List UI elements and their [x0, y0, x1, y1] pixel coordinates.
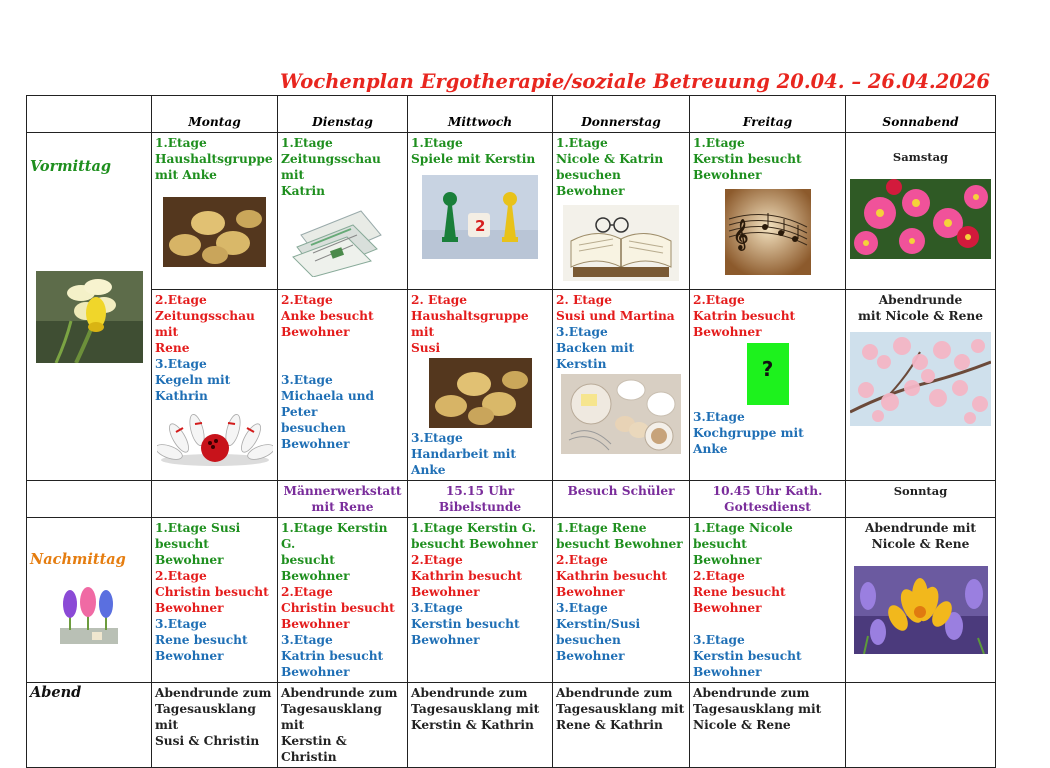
- vm2-tuesday-blue-4: Bewohner: [281, 437, 350, 451]
- nm-friday-green-1: 1.Etage Nicole besucht: [693, 521, 793, 551]
- vm2-thursday-blue-1: 3.Etage: [556, 325, 608, 339]
- abend-tuesday-line-1: Abendrunde zum: [281, 686, 398, 700]
- events-sunday-label: Sonntag: [893, 484, 948, 498]
- vm2-thursday-blue-2: Backen mit Kerstin: [556, 341, 635, 371]
- abend-monday-line-2: Tagesausklang mit: [155, 702, 256, 732]
- newspapers-image: [291, 205, 383, 277]
- abend-tuesday-cell: [278, 683, 408, 768]
- abend-label: Abend: [30, 684, 82, 701]
- daffodil-image: [36, 271, 143, 363]
- day-header-saturday: Sonnabend: [846, 96, 996, 133]
- abend-saturday-cell: [846, 683, 996, 768]
- vm1-monday-line-2: Haushaltsgruppe: [155, 152, 273, 166]
- vm2-monday-blue-3: Kathrin: [155, 389, 208, 403]
- day-header-friday: Freitag: [690, 96, 846, 133]
- vm1-monday-cell: [152, 133, 278, 290]
- day-header-tuesday: Dienstag: [278, 96, 408, 133]
- vm1-friday-cell: [690, 133, 846, 290]
- nm-monday-red-3: Bewohner: [155, 601, 224, 615]
- vm1-wednesday-line-1: 1.Etage: [411, 136, 463, 150]
- nm-friday-blue-3: Bewohner: [693, 665, 762, 679]
- vm2-saturday-line-1: Abendrunde: [878, 293, 963, 307]
- vm2-monday-blue-2: Kegeln mit: [155, 373, 231, 387]
- nm-monday-green-2: besucht Bewohner: [155, 537, 224, 567]
- abend-monday-cell: [152, 683, 278, 768]
- vm2-tuesday-red-1: 2.Etage: [281, 293, 333, 307]
- vm2-monday-cell: [152, 290, 278, 481]
- crocus-flowers-image: [854, 566, 988, 654]
- events-monday-cell: [152, 481, 278, 518]
- events-wednesday-cell: [408, 481, 553, 518]
- vm1-tuesday-line-2: Zeitungsschau mit: [281, 152, 381, 182]
- header-row: [27, 96, 996, 133]
- vm2-wednesday-blue-2: Handarbeit mit Anke: [411, 447, 517, 477]
- vm2-monday-red-3: Rene: [155, 341, 190, 355]
- vm1-wednesday-cell: [408, 133, 553, 290]
- vm2-monday-blue-1: 3.Etage: [155, 357, 207, 371]
- abend-monday-line-3: Susi & Christin: [155, 734, 260, 748]
- vm2-friday-red-3: Bewohner: [693, 325, 762, 339]
- abend-label-cell: [27, 683, 152, 768]
- nm-saturday-line-2: Nicole & Rene: [871, 537, 970, 551]
- nm-tuesday-green-2: besucht Bewohner: [281, 553, 350, 583]
- nm-thursday-red-2: Kathrin besucht: [556, 569, 668, 583]
- day-header-thursday: Donnerstag: [553, 96, 690, 133]
- question-mark-icon: ?: [761, 357, 774, 381]
- nm-monday-blue-1: 3.Etage: [155, 617, 207, 631]
- music-notes-sheet-image: [725, 189, 811, 275]
- vm1-thursday-line-3: besuchen Bewohner: [556, 168, 625, 198]
- nm-tuesday-cell: [278, 518, 408, 683]
- vm2-thursday-red-1: 2. Etage: [556, 293, 613, 307]
- question-box: [747, 343, 789, 405]
- vm2-thursday-cell: [553, 290, 690, 481]
- vm1-wednesday-line-2: Spiele mit Kerstin: [411, 152, 536, 166]
- baking-ingredients-image: [561, 374, 681, 454]
- day-header-wednesday: Mittwoch: [408, 96, 553, 133]
- vm2-friday-blue-1: 3.Etage: [693, 410, 745, 424]
- vm1-thursday-line-1: 1.Etage: [556, 136, 608, 150]
- abend-friday-line-2: Tagesausklang mit: [693, 702, 822, 716]
- nm-friday-red-2: Rene besucht Bewohner: [693, 585, 786, 615]
- abend-thursday-line-2: Tagesausklang mit: [556, 702, 685, 716]
- vm2-friday-red-2: Katrin besucht: [693, 309, 796, 323]
- vm2-wednesday-red-3: Susi: [411, 341, 441, 355]
- page-title: Wochenplan Ergotherapie/soziale Betreuung 20.04. – 26.04.2026: [280, 70, 990, 93]
- nm-monday-red-1: 2.Etage: [155, 569, 207, 583]
- vm2-wednesday-cell: [408, 290, 553, 481]
- vm1-saturday-label: Samstag: [892, 150, 949, 164]
- nm-tuesday-green-1: 1.Etage Kerstin G.: [281, 521, 388, 551]
- vm2-saturday-line-2: mit Nicole & Rene: [857, 309, 984, 323]
- vm2-monday-red-2: Zeitungsschau mit: [155, 309, 255, 339]
- abend-thursday-cell: [553, 683, 690, 768]
- vormittag-label-cell: [27, 133, 152, 481]
- vm1-friday-line-2: Kerstin besucht: [693, 152, 802, 166]
- potatoes-image: [163, 197, 266, 267]
- events-friday-line-2: Gottesdienst: [724, 500, 811, 514]
- nm-monday-blue-3: Bewohner: [155, 649, 224, 663]
- vm1-monday-line-1: 1.Etage: [155, 136, 207, 150]
- nm-thursday-green-1: 1.Etage Rene: [556, 521, 647, 535]
- bowling-pins-ball-image: [157, 408, 273, 468]
- hyacinth-pots-image: [56, 586, 122, 648]
- nm-saturday-line-1: Abendrunde mit: [865, 521, 976, 535]
- vm2-wednesday-red-1: 2. Etage: [411, 293, 468, 307]
- abend-row: [27, 683, 996, 768]
- vormittag-label: Vormittag: [30, 158, 112, 175]
- vm2-tuesday-red-2: Anke besucht: [281, 309, 374, 323]
- events-row: [27, 481, 996, 518]
- nm-monday-cell: [152, 518, 278, 683]
- vm1-monday-line-3: mit Anke: [155, 168, 217, 182]
- nm-tuesday-blue-1: 3.Etage: [281, 633, 333, 647]
- events-label-cell: [27, 481, 152, 518]
- nm-wednesday-red-3: Bewohner: [411, 585, 480, 599]
- vm1-saturday-cell: [846, 133, 996, 290]
- nachmittag-label-cell: [27, 518, 152, 683]
- abend-tuesday-line-2: Tagesausklang mit: [281, 702, 382, 732]
- nachmittag-row: [27, 518, 996, 683]
- abend-friday-cell: [690, 683, 846, 768]
- nm-thursday-red-1: 2.Etage: [556, 553, 608, 567]
- nm-thursday-blue-1: 3.Etage: [556, 601, 608, 615]
- nm-tuesday-blue-2: Katrin besucht: [281, 649, 384, 663]
- pink-primrose-flowers-image: [850, 179, 991, 259]
- nm-wednesday-green-2: besucht Bewohner: [411, 537, 538, 551]
- abend-wednesday-line-3: Kerstin & Kathrin: [411, 718, 534, 732]
- vm2-tuesday-blue-1: 3.Etage: [281, 373, 333, 387]
- vm2-tuesday-blue-2: Michaela und Peter: [281, 389, 375, 419]
- abend-wednesday-cell: [408, 683, 553, 768]
- events-saturday-cell: [846, 481, 996, 518]
- nm-monday-green-1: 1.Etage Susi: [155, 521, 241, 535]
- weekly-plan-table: [26, 95, 996, 768]
- abend-monday-line-1: Abendrunde zum: [155, 686, 272, 700]
- vm1-thursday-line-2: Nicole & Katrin: [556, 152, 664, 166]
- corner-cell: [27, 96, 152, 133]
- nm-friday-red-1: 2.Etage: [693, 569, 745, 583]
- abend-wednesday-line-1: Abendrunde zum: [411, 686, 528, 700]
- nm-thursday-blue-2: Kerstin/Susi: [556, 617, 641, 631]
- vm2-wednesday-red-2: Haushaltsgruppe mit: [411, 309, 529, 339]
- svg-text:𝄞: 𝄞: [732, 220, 748, 250]
- abend-thursday-line-3: Rene & Kathrin: [556, 718, 663, 732]
- vormittag-row-1: [27, 133, 996, 290]
- nm-wednesday-cell: [408, 518, 553, 683]
- nm-wednesday-red-2: Kathrin besucht: [411, 569, 523, 583]
- events-tuesday-line-1: Männerwerkstatt: [283, 484, 402, 498]
- nm-saturday-cell: [846, 518, 996, 683]
- nm-monday-red-2: Christin besucht: [155, 585, 269, 599]
- vm2-saturday-cell: [846, 290, 996, 481]
- vm2-friday-red-1: 2.Etage: [693, 293, 745, 307]
- vormittag-row-2: [27, 290, 996, 481]
- events-friday-cell: [690, 481, 846, 518]
- nm-thursday-green-2: besucht Bewohner: [556, 537, 683, 551]
- nm-friday-cell: [690, 518, 846, 683]
- abend-tuesday-line-3: Kerstin & Christin: [281, 734, 347, 764]
- board-game-pieces-image: [422, 175, 538, 259]
- abend-thursday-line-1: Abendrunde zum: [556, 686, 673, 700]
- vm2-thursday-red-2: Susi und Martina: [556, 309, 675, 323]
- vm2-monday-red-1: 2.Etage: [155, 293, 207, 307]
- nm-wednesday-red-1: 2.Etage: [411, 553, 463, 567]
- vm2-friday-cell: [690, 290, 846, 481]
- potatoes-image-2: [429, 358, 532, 428]
- nm-wednesday-blue-2: Kerstin besucht: [411, 617, 520, 631]
- svg-text:2: 2: [475, 217, 486, 235]
- nm-tuesday-red-1: 2.Etage: [281, 585, 333, 599]
- vm1-tuesday-line-3: Katrin: [281, 184, 326, 198]
- events-thursday: Besuch Schüler: [567, 484, 675, 498]
- vm2-tuesday-red-3: Bewohner: [281, 325, 350, 339]
- nachmittag-label: Nachmittag: [30, 551, 126, 568]
- vm1-tuesday-line-1: 1.Etage: [281, 136, 333, 150]
- abend-friday-line-1: Abendrunde zum: [693, 686, 810, 700]
- vm1-friday-line-1: 1.Etage: [693, 136, 745, 150]
- nm-tuesday-red-3: Bewohner: [281, 617, 350, 631]
- nm-wednesday-blue-1: 3.Etage: [411, 601, 463, 615]
- events-thursday-cell: [553, 481, 690, 518]
- events-tuesday-line-2: mit Rene: [311, 500, 374, 514]
- nm-thursday-cell: [553, 518, 690, 683]
- nm-friday-blue-2: Kerstin besucht: [693, 649, 802, 663]
- nm-monday-blue-2: Rene besucht: [155, 633, 248, 647]
- nm-tuesday-blue-3: Bewohner: [281, 665, 350, 679]
- vm1-tuesday-cell: [278, 133, 408, 290]
- nm-wednesday-green-1: 1.Etage Kerstin G.: [411, 521, 536, 535]
- vm2-friday-blue-2: Kochgruppe mit Anke: [693, 426, 804, 456]
- nm-tuesday-red-2: Christin besucht: [281, 601, 395, 615]
- nm-wednesday-blue-3: Bewohner: [411, 633, 480, 647]
- vm2-tuesday-blue-3: besuchen: [281, 421, 346, 435]
- vm1-thursday-cell: [553, 133, 690, 290]
- vm1-friday-line-3: Bewohner: [693, 168, 762, 182]
- day-header-monday: Montag: [152, 96, 278, 133]
- nm-friday-green-2: Bewohner: [693, 553, 762, 567]
- open-book-glasses-image: [563, 205, 679, 281]
- nm-thursday-red-3: Bewohner: [556, 585, 625, 599]
- nm-friday-blue-1: 3.Etage: [693, 633, 745, 647]
- events-friday-line-1: 10.45 Uhr Kath.: [712, 484, 823, 498]
- cherry-blossom-image: [850, 332, 991, 426]
- abend-wednesday-line-2: Tagesausklang mit: [411, 702, 540, 716]
- events-tuesday-cell: [278, 481, 408, 518]
- events-wednesday: 15.15 Uhr Bibelstunde: [438, 484, 522, 514]
- abend-friday-line-3: Nicole & Rene: [693, 718, 791, 732]
- vm2-wednesday-blue-1: 3.Etage: [411, 431, 463, 445]
- nm-thursday-blue-3: besuchen Bewohner: [556, 633, 625, 663]
- vm2-tuesday-cell: [278, 290, 408, 481]
